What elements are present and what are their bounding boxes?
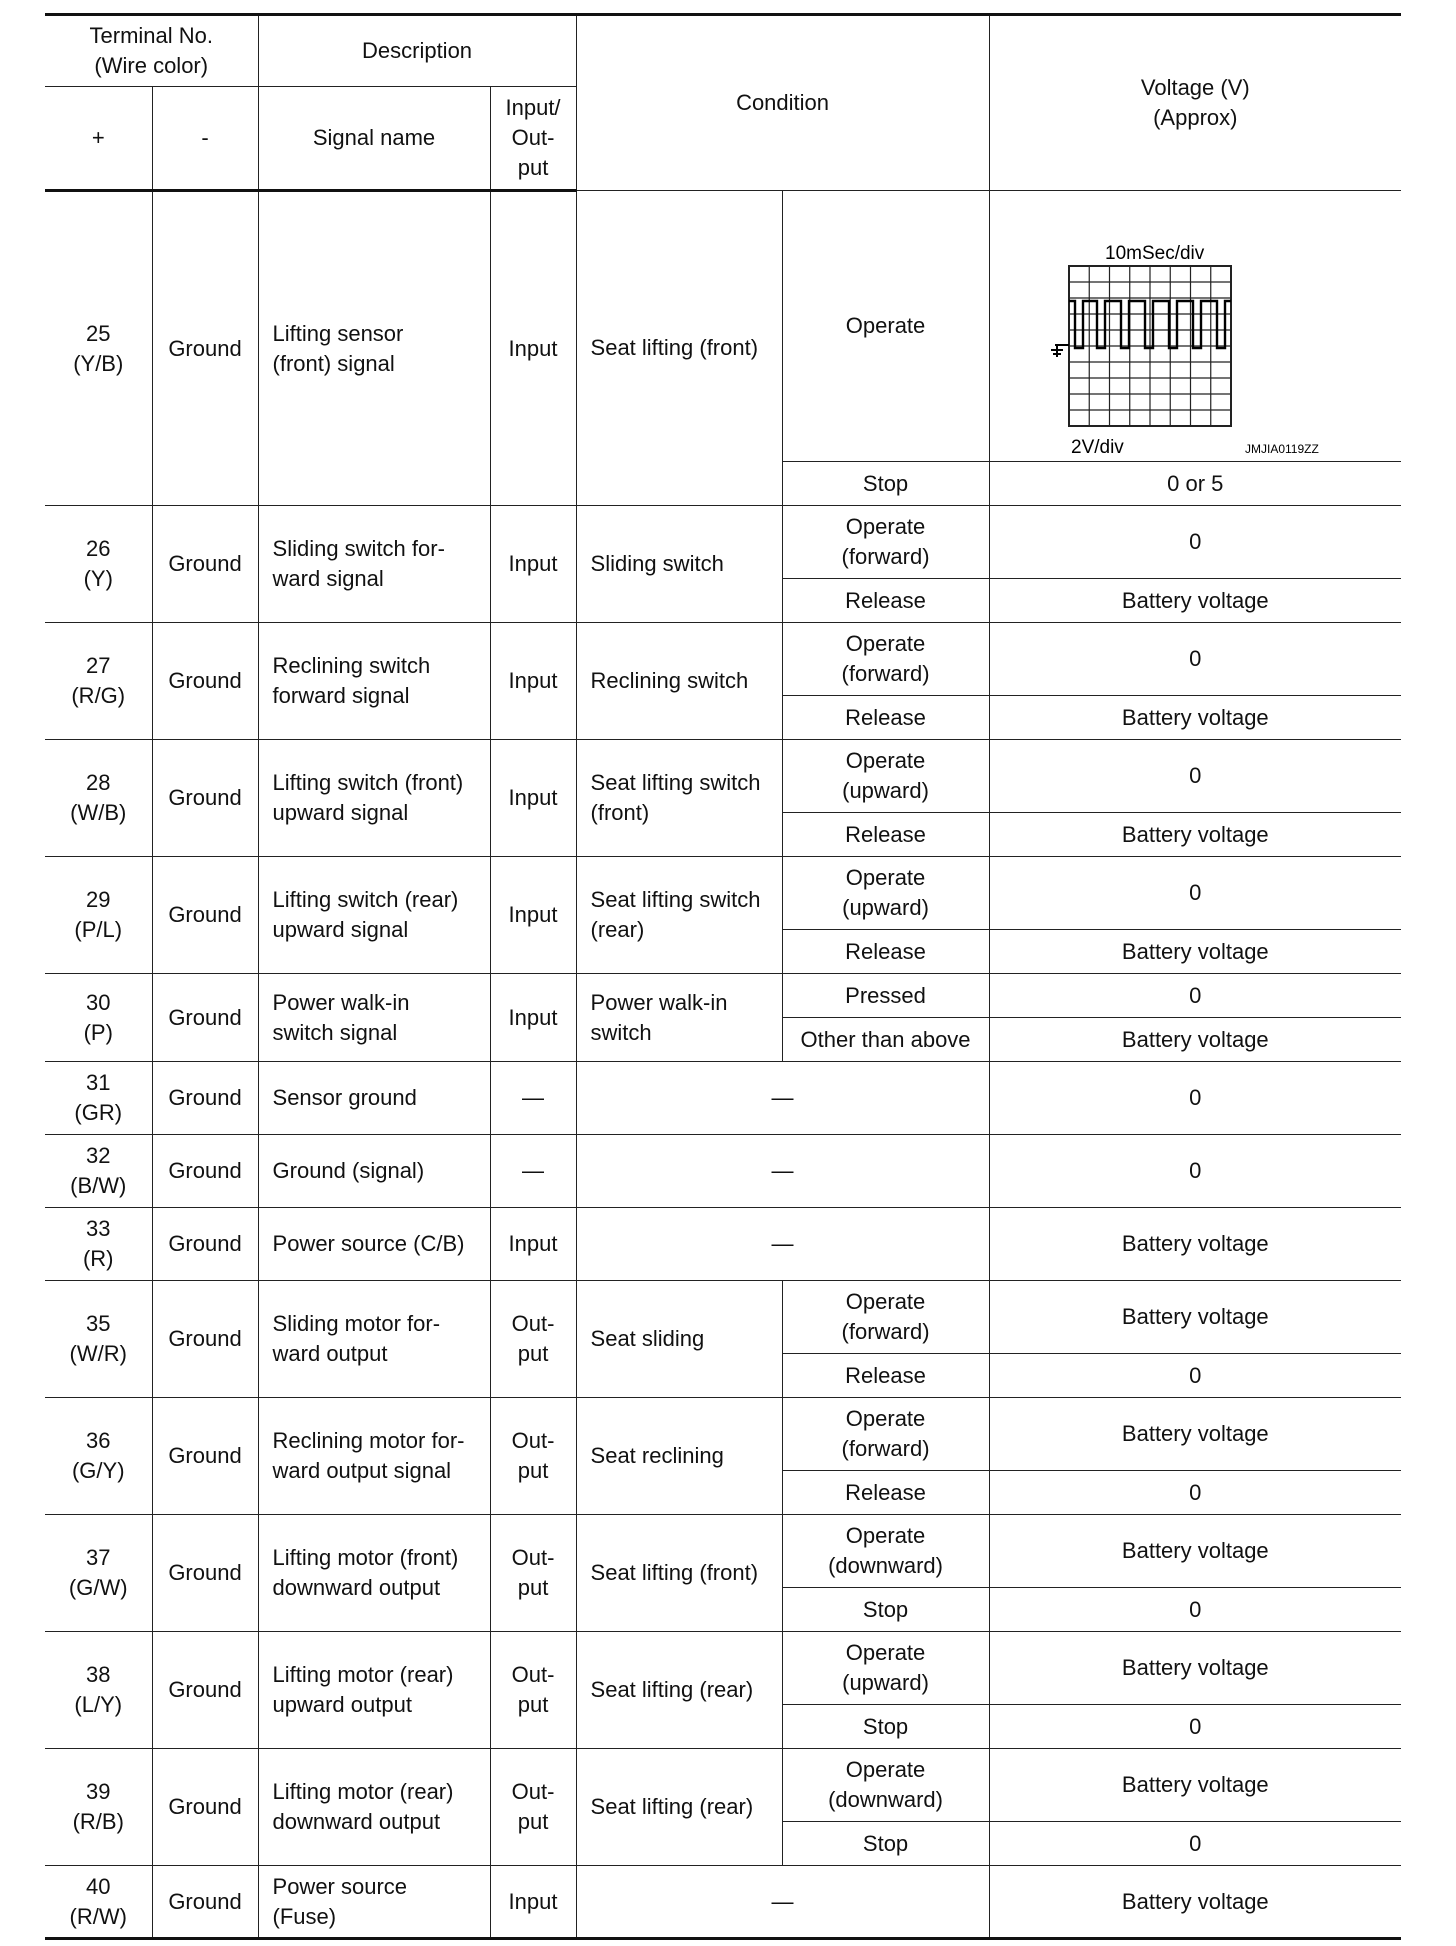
state-cell: Operate <box>782 191 989 462</box>
voltage-cell: Battery voltage <box>989 1398 1401 1471</box>
terminal-cell: 31 (GR) <box>45 1062 152 1135</box>
ground-cell: Ground <box>152 1135 258 1208</box>
header-condition: Condition <box>576 15 989 191</box>
voltage-cell: 0 or 5 <box>989 462 1401 506</box>
figure-code: JMJIA0119ZZ <box>1245 442 1320 456</box>
state-cell: Operate (forward) <box>782 623 989 696</box>
table-row <box>45 857 1401 930</box>
voltage-cell: 0 <box>989 974 1401 1018</box>
volt-div-label: 2V/div <box>1071 437 1125 458</box>
voltage-cell: 0 <box>989 857 1401 930</box>
state-cell: Stop <box>782 1705 989 1749</box>
table-row <box>45 1281 1401 1354</box>
state-cell: Stop <box>782 1588 989 1632</box>
voltage-cell: 0 <box>989 1135 1401 1208</box>
io-cell: Out- put <box>490 1281 576 1398</box>
voltage-cell: Battery voltage <box>989 1018 1401 1062</box>
io-cell: Input <box>490 623 576 740</box>
io-cell: Input <box>490 506 576 623</box>
signal-cell: Power source (C/B) <box>258 1208 490 1281</box>
io-cell: Input <box>490 1866 576 1939</box>
io-cell: Input <box>490 740 576 857</box>
state-cell: Operate (downward) <box>782 1749 989 1822</box>
state-cell: Operate (forward) <box>782 506 989 579</box>
state-cell: Operate (upward) <box>782 857 989 930</box>
voltage-cell: 0 <box>989 1822 1401 1866</box>
ground-cell: Ground <box>152 191 258 506</box>
condition-cell: Sliding switch <box>576 506 782 623</box>
io-cell: Out- put <box>490 1749 576 1866</box>
voltage-cell: Battery voltage <box>989 1866 1401 1939</box>
terminal-cell: 40 (R/W) <box>45 1866 152 1939</box>
signal-cell: Ground (signal) <box>258 1135 490 1208</box>
state-cell: Stop <box>782 1822 989 1866</box>
ground-cell: Ground <box>152 1208 258 1281</box>
voltage-cell: Battery voltage <box>989 1749 1401 1822</box>
signal-cell: Sliding motor for- ward output <box>258 1281 490 1398</box>
ground-cell: Ground <box>152 506 258 623</box>
signal-cell: Lifting switch (front) upward signal <box>258 740 490 857</box>
table-row <box>45 1135 1401 1208</box>
header-terminal: Terminal No. (Wire color) <box>45 15 258 87</box>
condition-cell: — <box>576 1062 989 1135</box>
state-cell: Operate (forward) <box>782 1281 989 1354</box>
voltage-cell: Battery voltage <box>989 696 1401 740</box>
io-cell: Out- put <box>490 1515 576 1632</box>
terminal-cell: 36 (G/Y) <box>45 1398 152 1515</box>
state-cell: Pressed <box>782 974 989 1018</box>
voltage-cell: Battery voltage <box>989 1632 1401 1705</box>
voltage-cell: Battery voltage <box>989 1208 1401 1281</box>
ground-cell: Ground <box>152 1749 258 1866</box>
ground-cell: Ground <box>152 1632 258 1749</box>
voltage-cell: Battery voltage <box>989 930 1401 974</box>
state-cell: Release <box>782 579 989 623</box>
table-row <box>45 1398 1401 1471</box>
header-description: Description <box>258 15 576 87</box>
condition-cell: Seat reclining <box>576 1398 782 1515</box>
oscilloscope-waveform <box>1045 221 1345 458</box>
io-cell: Input <box>490 191 576 506</box>
table-row <box>45 506 1401 579</box>
terminal-table <box>45 13 1401 1940</box>
waveform-cell <box>989 191 1401 462</box>
terminal-cell: 32 (B/W) <box>45 1135 152 1208</box>
voltage-cell: 0 <box>989 1062 1401 1135</box>
terminal-cell: 26 (Y) <box>45 506 152 623</box>
terminal-cell: 29 (P/L) <box>45 857 152 974</box>
ground-cell: Ground <box>152 974 258 1062</box>
io-cell: Input <box>490 974 576 1062</box>
io-cell: — <box>490 1062 576 1135</box>
table-row <box>45 623 1401 696</box>
table-row <box>45 191 1401 462</box>
header-plus: + <box>45 87 152 191</box>
ground-cell: Ground <box>152 740 258 857</box>
signal-cell: Reclining motor for- ward output signal <box>258 1398 490 1515</box>
voltage-cell: 0 <box>989 506 1401 579</box>
state-cell: Operate (upward) <box>782 1632 989 1705</box>
voltage-cell: 0 <box>989 740 1401 813</box>
ground-symbol-icon <box>1051 345 1069 357</box>
state-cell: Stop <box>782 462 989 506</box>
signal-cell: Lifting sensor (front) signal <box>258 191 490 506</box>
condition-cell: Seat sliding <box>576 1281 782 1398</box>
io-cell: Input <box>490 1208 576 1281</box>
ground-cell: Ground <box>152 1281 258 1398</box>
ground-cell: Ground <box>152 1062 258 1135</box>
terminal-cell: 33 (R) <box>45 1208 152 1281</box>
condition-cell: — <box>576 1208 989 1281</box>
condition-cell: — <box>576 1866 989 1939</box>
state-cell: Operate (forward) <box>782 1398 989 1471</box>
state-cell: Release <box>782 696 989 740</box>
ground-cell: Ground <box>152 1866 258 1939</box>
signal-cell: Power walk-in switch signal <box>258 974 490 1062</box>
io-cell: Out- put <box>490 1632 576 1749</box>
state-cell: Other than above <box>782 1018 989 1062</box>
condition-cell: Power walk-in switch <box>576 974 782 1062</box>
ground-cell: Ground <box>152 1398 258 1515</box>
table-row <box>45 1632 1401 1705</box>
ground-cell: Ground <box>152 857 258 974</box>
terminal-cell: 35 (W/R) <box>45 1281 152 1398</box>
condition-cell: Seat lifting switch (rear) <box>576 857 782 974</box>
header-io: Input/ Out- put <box>490 87 576 191</box>
table-row <box>45 974 1401 1018</box>
table-row <box>45 1208 1401 1281</box>
voltage-cell: 0 <box>989 1354 1401 1398</box>
signal-cell: Sliding switch for- ward signal <box>258 506 490 623</box>
condition-cell: Seat lifting switch (front) <box>576 740 782 857</box>
state-cell: Release <box>782 813 989 857</box>
condition-cell: Seat lifting (front) <box>576 1515 782 1632</box>
signal-cell: Lifting switch (rear) upward signal <box>258 857 490 974</box>
voltage-cell: 0 <box>989 623 1401 696</box>
ground-cell: Ground <box>152 1515 258 1632</box>
state-cell: Operate (downward) <box>782 1515 989 1588</box>
signal-cell: Reclining switch forward signal <box>258 623 490 740</box>
scope-grid <box>1069 266 1231 426</box>
state-cell: Release <box>782 1471 989 1515</box>
table-row <box>45 1866 1401 1939</box>
table-row <box>45 1062 1401 1135</box>
state-cell: Release <box>782 1354 989 1398</box>
ground-cell: Ground <box>152 623 258 740</box>
voltage-cell: Battery voltage <box>989 1281 1401 1354</box>
condition-cell: — <box>576 1135 989 1208</box>
voltage-cell: 0 <box>989 1471 1401 1515</box>
state-cell: Operate (upward) <box>782 740 989 813</box>
io-cell: Out- put <box>490 1398 576 1515</box>
signal-cell: Sensor ground <box>258 1062 490 1135</box>
header-minus: - <box>152 87 258 191</box>
voltage-cell: Battery voltage <box>989 1515 1401 1588</box>
table-row <box>45 1749 1401 1822</box>
signal-cell: Lifting motor (rear) upward output <box>258 1632 490 1749</box>
voltage-cell: 0 <box>989 1705 1401 1749</box>
io-cell: — <box>490 1135 576 1208</box>
condition-cell: Reclining switch <box>576 623 782 740</box>
header-signal-name: Signal name <box>258 87 490 191</box>
terminal-cell: 25 (Y/B) <box>45 191 152 506</box>
voltage-cell: 0 <box>989 1588 1401 1632</box>
terminal-cell: 27 (R/G) <box>45 623 152 740</box>
condition-cell: Seat lifting (rear) <box>576 1632 782 1749</box>
terminal-cell: 37 (G/W) <box>45 1515 152 1632</box>
time-div-label: 10mSec/div <box>1105 243 1205 264</box>
terminal-cell: 39 (R/B) <box>45 1749 152 1866</box>
signal-cell: Lifting motor (front) downward output <box>258 1515 490 1632</box>
terminal-cell: 38 (L/Y) <box>45 1632 152 1749</box>
condition-cell: Seat lifting (front) <box>576 191 782 506</box>
signal-cell: Power source (Fuse) <box>258 1866 490 1939</box>
terminal-cell: 30 (P) <box>45 974 152 1062</box>
voltage-cell: Battery voltage <box>989 579 1401 623</box>
signal-cell: Lifting motor (rear) downward output <box>258 1749 490 1866</box>
header-voltage: Voltage (V) (Approx) <box>989 15 1401 191</box>
table-row <box>45 1515 1401 1588</box>
table-row <box>45 740 1401 813</box>
voltage-cell: Battery voltage <box>989 813 1401 857</box>
state-cell: Release <box>782 930 989 974</box>
io-cell: Input <box>490 857 576 974</box>
condition-cell: Seat lifting (rear) <box>576 1749 782 1866</box>
terminal-cell: 28 (W/B) <box>45 740 152 857</box>
